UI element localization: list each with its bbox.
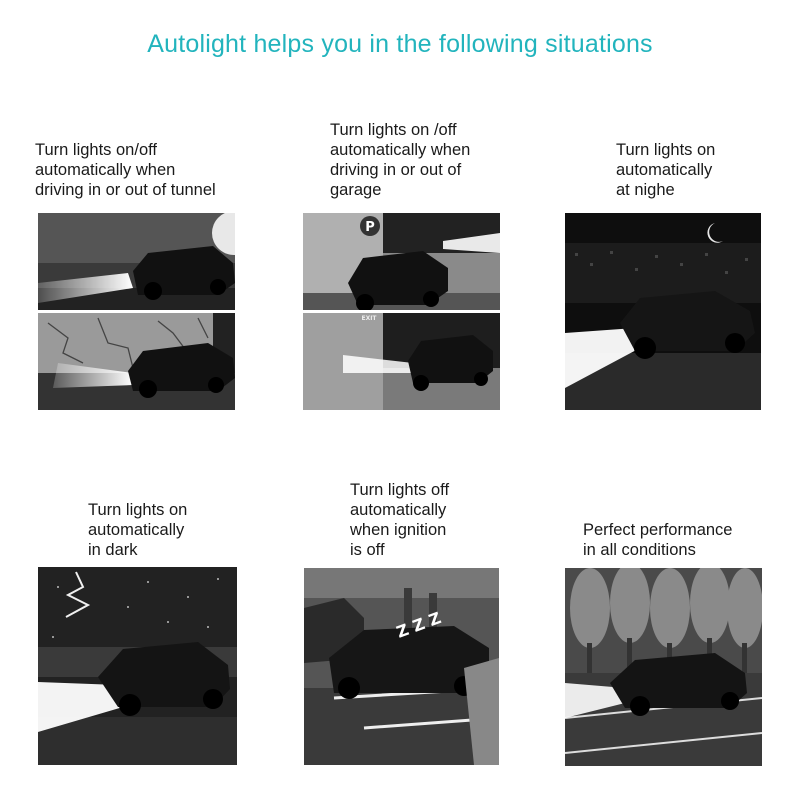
caption-conditions: Perfect performance in all conditions bbox=[583, 521, 733, 559]
storm-scene-image bbox=[38, 567, 237, 765]
page-title: Autolight helps you in the following situations bbox=[147, 30, 653, 58]
caption-dark: Turn lights on automatically in dark bbox=[88, 501, 188, 559]
tunnel-scene-image bbox=[38, 213, 235, 410]
caption-tunnel: Turn lights on/off automatically when driving in or out of tunnel bbox=[35, 141, 216, 199]
ignition-off-scene-image bbox=[304, 568, 499, 765]
night-scene-image bbox=[565, 213, 761, 410]
caption-garage: Turn lights on /off automatically when driving in or out of garage bbox=[330, 121, 471, 199]
garage-scene-image bbox=[303, 213, 500, 410]
caption-night: Turn lights on automatically at nighe bbox=[616, 141, 716, 199]
all-conditions-scene-image bbox=[565, 568, 762, 766]
exit-sign: EXIT bbox=[361, 315, 377, 322]
sleep-zzz-icon: Z Z Z bbox=[393, 608, 444, 642]
parking-sign-icon: P bbox=[365, 220, 375, 235]
caption-ignition: Turn lights off automatically when ignition is off bbox=[350, 481, 450, 559]
